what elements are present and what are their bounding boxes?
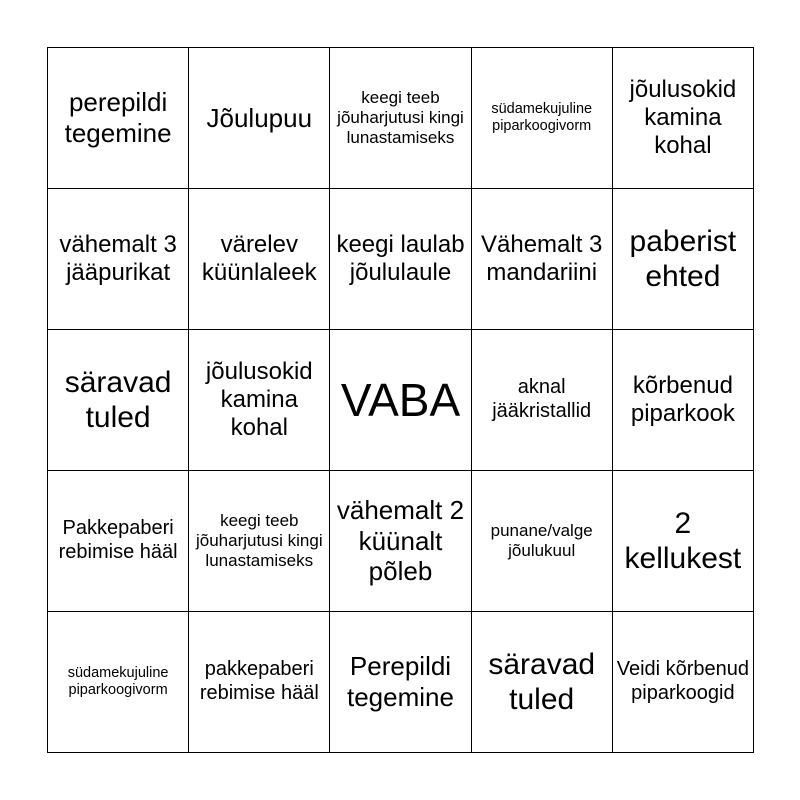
bingo-cell-r4c4[interactable] — [472, 471, 613, 612]
bingo-cell-r3c5[interactable] — [613, 330, 754, 471]
bingo-cell-r2c4[interactable] — [472, 189, 613, 330]
bingo-board — [47, 47, 754, 753]
bingo-cell-text: keegi laulab jõululaule — [336, 230, 465, 286]
bingo-cell-text: jõulusokid kamina kohal — [629, 75, 737, 160]
bingo-cell-r3c2[interactable] — [189, 330, 330, 471]
bingo-cell-text: Perepildi tegemine — [347, 651, 454, 712]
bingo-cell-r5c5[interactable] — [613, 612, 754, 753]
bingo-cell-r4c1[interactable] — [48, 471, 189, 612]
bingo-cell-text: vähemalt 3 jääpurikat — [59, 230, 177, 286]
bingo-cell-text: Veidi kõrbenud piparkoogid — [616, 658, 750, 704]
bingo-cell-text: jõulusokid kamina kohal — [205, 357, 313, 442]
bingo-cell-text: Pakkepaberi rebimise hääl — [58, 517, 178, 563]
bingo-cell-text: kõrbenud piparkook — [630, 371, 735, 427]
bingo-cell-r3c1[interactable] — [48, 330, 189, 471]
bingo-cell-text: aknal jääkristallid — [492, 376, 592, 422]
free-space-text: VABA — [340, 373, 461, 426]
bingo-cell-text: Jõulupuu — [206, 102, 313, 133]
bingo-cell-r4c2[interactable] — [189, 471, 330, 612]
bingo-cell-r1c1[interactable] — [48, 48, 189, 189]
bingo-cell-text: värelev küünlaleek — [201, 230, 317, 286]
bingo-cell-r3c4[interactable] — [472, 330, 613, 471]
bingo-cell-r1c5[interactable] — [613, 48, 754, 189]
bingo-cell-r1c4[interactable] — [472, 48, 613, 189]
bingo-cell-text: Vähemalt 3 mandariini — [480, 230, 603, 286]
bingo-cell-text: paberist ehted — [629, 224, 737, 293]
bingo-cell-r2c2[interactable] — [189, 189, 330, 330]
bingo-cell-r1c2[interactable] — [189, 48, 330, 189]
bingo-cell-r5c4[interactable] — [472, 612, 613, 753]
bingo-cell-text: vähemalt 2 küünalt põleb — [336, 494, 465, 587]
bingo-cell-text: südamekujuline piparkoogivorm — [491, 100, 593, 134]
bingo-cell-r5c3[interactable] — [330, 612, 471, 753]
bingo-cell-free[interactable] — [330, 330, 471, 471]
bingo-cell-r4c5[interactable] — [613, 471, 754, 612]
bingo-cell-r1c3[interactable] — [330, 48, 471, 189]
bingo-cell-text: pakkepaberi rebimise hääl — [199, 658, 319, 704]
bingo-cell-text: südamekujuline piparkoogivorm — [67, 664, 169, 698]
bingo-cell-text: keegi teeb jõuharjutusi kingi lunastamiseks — [195, 510, 323, 571]
bingo-cell-r2c5[interactable] — [613, 189, 754, 330]
bingo-cell-r2c3[interactable] — [330, 189, 471, 330]
bingo-cell-r2c1[interactable] — [48, 189, 189, 330]
bingo-cell-text: keegi teeb jõuharjutusi kingi lunastamiseks — [337, 87, 464, 148]
bingo-cell-text: perepildi tegemine — [64, 87, 172, 148]
bingo-cell-text: punane/valge jõulukuul — [490, 520, 593, 560]
bingo-cell-r5c2[interactable] — [189, 612, 330, 753]
bingo-cell-r5c1[interactable] — [48, 612, 189, 753]
bingo-cell-text: 2 kellukest — [624, 506, 742, 575]
bingo-cell-text: säravad tuled — [488, 647, 596, 716]
bingo-cell-text: säravad tuled — [64, 365, 172, 434]
bingo-cell-r4c3[interactable] — [330, 471, 471, 612]
